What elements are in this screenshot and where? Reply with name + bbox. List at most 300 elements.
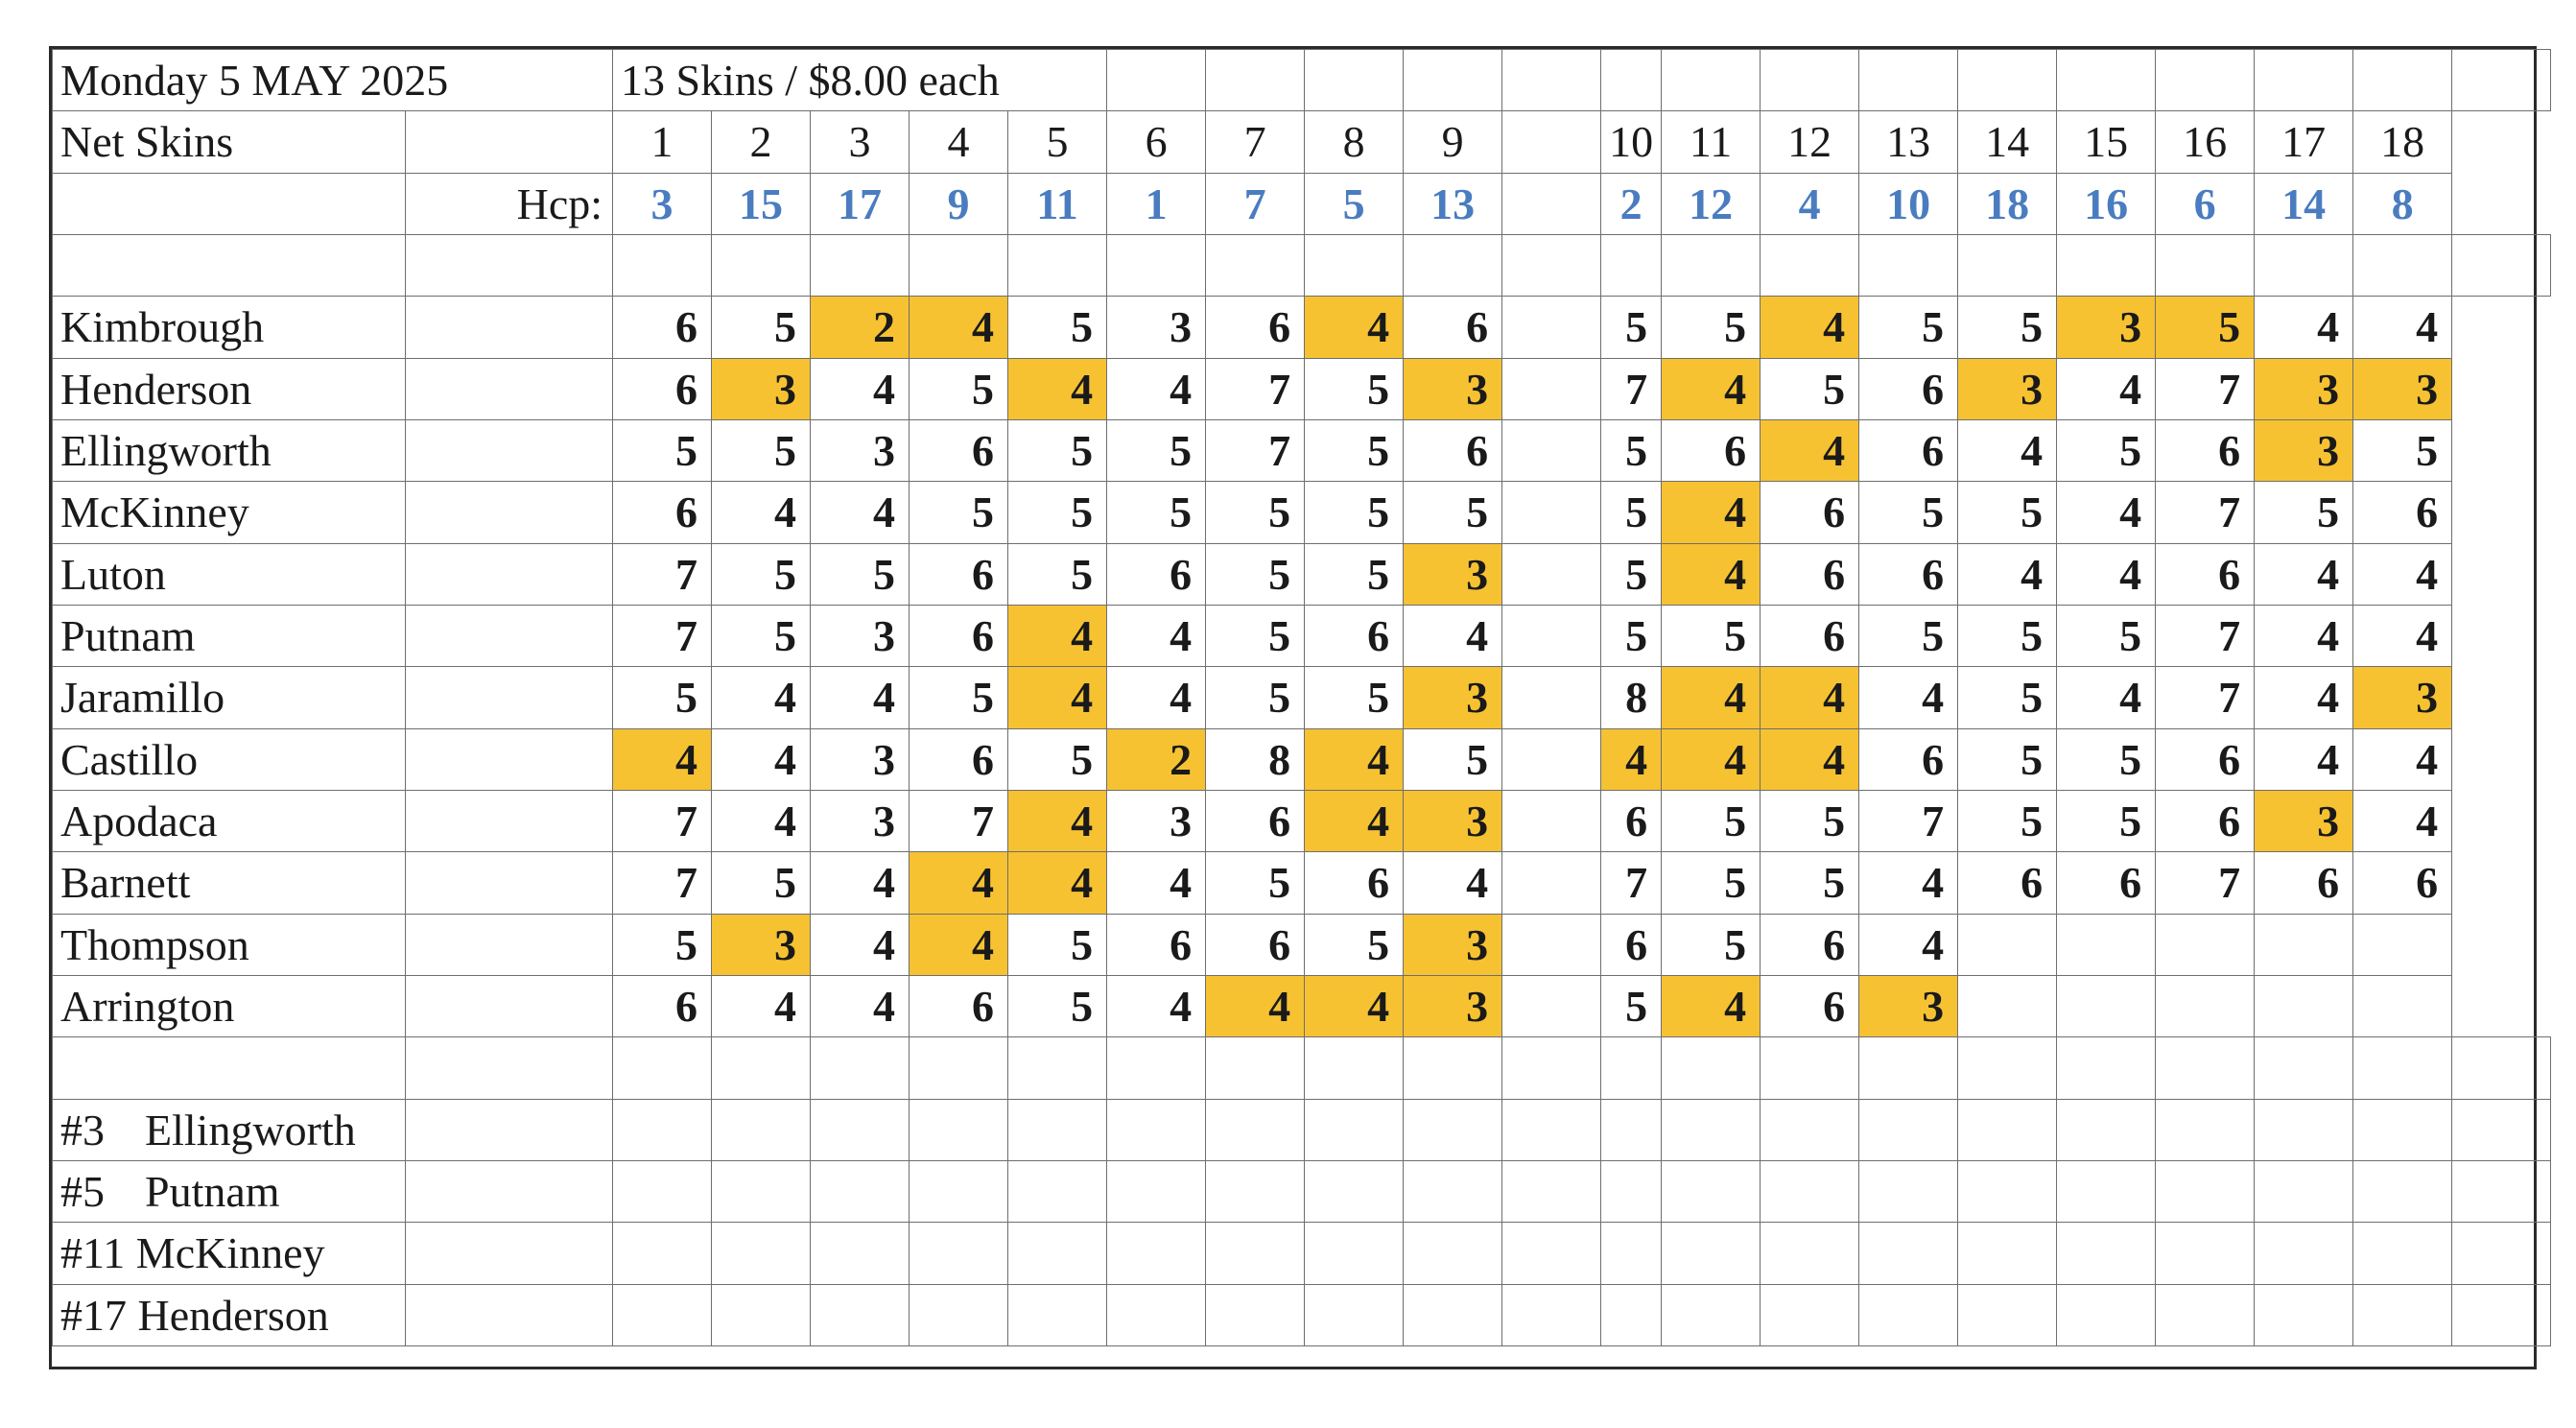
hole-number: 17 <box>2255 111 2353 173</box>
skin-score: 4 <box>1662 667 1761 728</box>
hole-handicap: 14 <box>2255 173 2353 234</box>
score-cell: 6 <box>1958 852 2057 914</box>
hole-number: 12 <box>1761 111 1859 173</box>
empty-cell <box>1107 1099 1206 1160</box>
score-cell: 6 <box>2156 790 2255 851</box>
score-cell: 4 <box>811 667 910 728</box>
score-cell: 5 <box>1206 482 1305 543</box>
winner-hole: #17 <box>60 1290 127 1340</box>
empty-cell <box>1305 50 1404 111</box>
score-cell: 5 <box>1601 543 1662 605</box>
score-cell: 6 <box>1305 852 1404 914</box>
player-row <box>53 358 2551 419</box>
empty-cell <box>2057 1160 2156 1222</box>
score-cell: 4 <box>811 482 910 543</box>
empty-cell <box>1502 234 1601 296</box>
score-cell: 7 <box>1206 419 1305 481</box>
empty-cell <box>1761 1160 1859 1222</box>
skin-score: 3 <box>2353 667 2452 728</box>
skin-score: 4 <box>1761 419 1859 481</box>
empty-cell <box>1502 543 1601 605</box>
empty-cell <box>613 1099 712 1160</box>
empty-cell <box>1601 1284 1662 1345</box>
score-cell: 5 <box>1008 482 1107 543</box>
hole-handicap: 16 <box>2057 173 2156 234</box>
score-cell: 5 <box>1008 419 1107 481</box>
hole-number: 4 <box>910 111 1008 173</box>
score-cell: 4 <box>2353 297 2452 358</box>
empty-cell <box>406 1160 613 1222</box>
hole-handicap: 13 <box>1404 173 1502 234</box>
empty-cell <box>1502 790 1601 851</box>
skin-score: 3 <box>1404 790 1502 851</box>
empty-cell <box>1502 1160 1601 1222</box>
empty-cell <box>712 1223 811 1284</box>
score-cell: 5 <box>2057 790 2156 851</box>
empty-cell <box>2452 234 2551 296</box>
skins-scoresheet <box>49 46 2537 1369</box>
empty-cell <box>2156 50 2255 111</box>
winner-name: Ellingworth <box>145 1105 356 1154</box>
empty-cell <box>2156 1037 2255 1099</box>
score-cell: 6 <box>1859 728 1958 790</box>
score-cell: 5 <box>2353 419 2452 481</box>
skin-score: 3 <box>1404 358 1502 419</box>
empty-cell <box>1601 1099 1662 1160</box>
empty-cell <box>2255 1099 2353 1160</box>
score-cell: 4 <box>1107 852 1206 914</box>
empty-cell <box>910 1284 1008 1345</box>
skin-score: 3 <box>712 914 811 975</box>
empty-cell <box>1206 1223 1305 1284</box>
score-cell: 5 <box>2255 482 2353 543</box>
score-cell: 6 <box>1761 543 1859 605</box>
score-cell: 7 <box>2156 667 2255 728</box>
empty-cell <box>53 234 406 296</box>
empty-cell <box>2057 1223 2156 1284</box>
empty-cell <box>1859 234 1958 296</box>
skin-score: 4 <box>1662 728 1761 790</box>
skin-score: 4 <box>1662 543 1761 605</box>
empty-cell <box>1502 667 1601 728</box>
empty-cell <box>613 1037 712 1099</box>
skin-score: 3 <box>1404 543 1502 605</box>
empty-cell <box>1662 1099 1761 1160</box>
score-cell: 5 <box>712 419 811 481</box>
player-row <box>53 852 2551 914</box>
score-cell: 4 <box>2057 482 2156 543</box>
player-row <box>53 543 2551 605</box>
empty-cell <box>406 111 613 173</box>
empty-cell <box>1404 50 1502 111</box>
empty-cell <box>910 1160 1008 1222</box>
score-cell: 6 <box>2156 543 2255 605</box>
skin-score: 4 <box>1305 728 1404 790</box>
hole-handicap: 17 <box>811 173 910 234</box>
skin-score: 4 <box>1662 358 1761 419</box>
empty-cell <box>1206 1160 1305 1222</box>
winner-row <box>53 1284 2551 1345</box>
skin-score: 4 <box>1008 358 1107 419</box>
hcp-label: Hcp: <box>406 173 613 234</box>
empty-cell <box>2353 50 2452 111</box>
score-cell: 6 <box>2353 482 2452 543</box>
score-cell: 3 <box>811 605 910 666</box>
empty-cell <box>1662 1223 1761 1284</box>
score-cell: 5 <box>1305 667 1404 728</box>
empty-cell <box>1859 1037 1958 1099</box>
score-cell: 6 <box>1206 790 1305 851</box>
hole-number: 6 <box>1107 111 1206 173</box>
score-cell: 6 <box>2156 728 2255 790</box>
winner-name: Henderson <box>127 1290 329 1340</box>
score-cell: 5 <box>1859 297 1958 358</box>
score-cell: 4 <box>712 482 811 543</box>
empty-cell <box>1859 50 1958 111</box>
hole-handicap: 18 <box>1958 173 2057 234</box>
player-name: Apodaca <box>53 790 406 851</box>
empty-cell <box>1662 1160 1761 1222</box>
skin-score: 3 <box>1859 975 1958 1036</box>
empty-cell <box>53 1037 406 1099</box>
winner-hole: #3 <box>60 1105 105 1154</box>
empty-cell <box>1107 1284 1206 1345</box>
empty-cell <box>1601 1160 1662 1222</box>
score-cell: 4 <box>1859 852 1958 914</box>
empty-cell <box>1305 1160 1404 1222</box>
score-cell: 6 <box>1601 914 1662 975</box>
player-name: Jaramillo <box>53 667 406 728</box>
empty-cell <box>1404 1037 1502 1099</box>
hole-handicap: 12 <box>1662 173 1761 234</box>
empty-cell <box>1305 1284 1404 1345</box>
hole-handicap: 15 <box>712 173 811 234</box>
empty-cell <box>2452 1037 2551 1099</box>
game-title: Net Skins <box>53 111 406 173</box>
score-cell: 7 <box>613 605 712 666</box>
winner-row <box>53 1223 2551 1284</box>
score-cell: 4 <box>1859 914 1958 975</box>
empty-cell <box>1107 1223 1206 1284</box>
score-cell: 5 <box>1761 358 1859 419</box>
empty-cell <box>406 975 613 1036</box>
score-cell: 5 <box>1859 605 1958 666</box>
skin-score: 3 <box>1404 975 1502 1036</box>
score-cell: 6 <box>2353 852 2452 914</box>
score-cell: 5 <box>1008 297 1107 358</box>
empty-cell <box>910 234 1008 296</box>
skin-score: 3 <box>712 358 811 419</box>
empty-cell <box>1107 50 1206 111</box>
score-cell: 6 <box>613 975 712 1036</box>
score-cell: 8 <box>1601 667 1662 728</box>
empty-cell <box>1008 1284 1107 1345</box>
empty-cell <box>1958 1223 2057 1284</box>
score-cell: 5 <box>1662 790 1761 851</box>
score-cell: 4 <box>1859 667 1958 728</box>
empty-cell <box>613 1284 712 1345</box>
empty-cell <box>1958 1037 2057 1099</box>
score-cell: 5 <box>1958 297 2057 358</box>
empty-cell <box>1404 1284 1502 1345</box>
empty-cell <box>811 1284 910 1345</box>
score-cell: 6 <box>910 605 1008 666</box>
hole-number: 15 <box>2057 111 2156 173</box>
score-cell: 6 <box>1761 482 1859 543</box>
score-cell <box>2353 914 2452 975</box>
empty-cell <box>2057 1037 2156 1099</box>
score-cell: 5 <box>1601 297 1662 358</box>
player-row <box>53 728 2551 790</box>
score-cell: 6 <box>1662 419 1761 481</box>
empty-cell <box>1206 1284 1305 1345</box>
skin-score: 4 <box>1008 667 1107 728</box>
empty-cell <box>811 1160 910 1222</box>
score-cell: 6 <box>1859 419 1958 481</box>
score-cell: 5 <box>613 419 712 481</box>
skin-score: 3 <box>2057 297 2156 358</box>
score-cell: 5 <box>712 297 811 358</box>
score-cell: 5 <box>1008 543 1107 605</box>
hole-number: 10 <box>1601 111 1662 173</box>
hole-number: 1 <box>613 111 712 173</box>
score-cell <box>1958 914 2057 975</box>
empty-cell <box>1206 1037 1305 1099</box>
score-cell: 4 <box>811 975 910 1036</box>
score-cell: 5 <box>910 482 1008 543</box>
empty-cell <box>1859 1284 1958 1345</box>
skins-info: 13 Skins / $8.00 each <box>613 50 1107 111</box>
empty-cell <box>1601 1223 1662 1284</box>
score-cell: 5 <box>1404 482 1502 543</box>
score-cell: 4 <box>2353 543 2452 605</box>
score-cell: 5 <box>1206 852 1305 914</box>
skin-score: 4 <box>1761 667 1859 728</box>
score-cell: 5 <box>1305 419 1404 481</box>
hole-number: 9 <box>1404 111 1502 173</box>
hole-number: 14 <box>1958 111 2057 173</box>
score-cell: 5 <box>712 543 811 605</box>
skin-score: 4 <box>1662 975 1761 1036</box>
score-cell: 5 <box>1958 790 2057 851</box>
score-cell: 4 <box>2057 358 2156 419</box>
empty-cell <box>1107 234 1206 296</box>
score-cell: 5 <box>1761 852 1859 914</box>
score-cell: 6 <box>1761 914 1859 975</box>
winner-label <box>53 1099 406 1160</box>
empty-cell <box>1958 1284 2057 1345</box>
score-cell: 6 <box>910 975 1008 1036</box>
skin-score: 4 <box>1008 605 1107 666</box>
empty-cell <box>2452 50 2551 111</box>
skin-score: 3 <box>1404 667 1502 728</box>
player-row <box>53 914 2551 975</box>
score-cell: 4 <box>2353 790 2452 851</box>
score-cell: 7 <box>613 790 712 851</box>
score-cell: 7 <box>1601 358 1662 419</box>
empty-cell <box>712 234 811 296</box>
score-cell: 5 <box>1761 790 1859 851</box>
empty-cell <box>406 297 613 358</box>
score-cell: 5 <box>1305 914 1404 975</box>
score-cell: 5 <box>1958 482 2057 543</box>
score-cell: 4 <box>1404 605 1502 666</box>
empty-cell <box>2353 1099 2452 1160</box>
empty-cell <box>1761 50 1859 111</box>
empty-cell <box>406 728 613 790</box>
score-cell: 4 <box>2353 728 2452 790</box>
score-cell: 5 <box>910 667 1008 728</box>
winner-hole: #11 <box>60 1228 126 1278</box>
empty-cell <box>1305 1099 1404 1160</box>
score-cell: 4 <box>2057 667 2156 728</box>
score-cell: 4 <box>2255 667 2353 728</box>
score-cell: 6 <box>910 543 1008 605</box>
score-cell: 6 <box>910 728 1008 790</box>
skin-score: 3 <box>1958 358 2057 419</box>
empty-cell <box>2057 234 2156 296</box>
player-row <box>53 975 2551 1036</box>
score-cell: 4 <box>712 728 811 790</box>
empty-cell <box>2353 1223 2452 1284</box>
empty-cell <box>1008 1099 1107 1160</box>
title-row <box>53 50 2551 111</box>
empty-cell <box>1305 234 1404 296</box>
score-cell: 6 <box>1206 914 1305 975</box>
score-cell <box>2057 914 2156 975</box>
score-cell: 7 <box>613 543 712 605</box>
empty-cell <box>2156 1099 2255 1160</box>
empty-cell <box>406 234 613 296</box>
score-cell: 5 <box>1859 482 1958 543</box>
empty-cell <box>811 1099 910 1160</box>
empty-cell <box>1502 1284 1601 1345</box>
score-cell: 5 <box>613 914 712 975</box>
empty-cell <box>712 1037 811 1099</box>
score-cell: 6 <box>1404 297 1502 358</box>
empty-cell <box>1662 234 1761 296</box>
skin-score: 3 <box>2255 790 2353 851</box>
empty-cell <box>1859 1160 1958 1222</box>
score-cell: 5 <box>613 667 712 728</box>
score-cell: 6 <box>1601 790 1662 851</box>
empty-cell <box>1502 1223 1601 1284</box>
empty-cell <box>910 1099 1008 1160</box>
empty-cell <box>2353 1037 2452 1099</box>
winner-row <box>53 1160 2551 1222</box>
empty-cell <box>1502 605 1601 666</box>
empty-cell <box>1502 358 1601 419</box>
empty-cell <box>1662 1037 1761 1099</box>
empty-cell <box>1601 1037 1662 1099</box>
empty-cell <box>406 790 613 851</box>
score-cell: 6 <box>1107 543 1206 605</box>
empty-cell <box>1761 1037 1859 1099</box>
empty-cell <box>910 1223 1008 1284</box>
blank-row <box>53 234 2551 296</box>
score-cell: 6 <box>613 358 712 419</box>
hole-handicap: 3 <box>613 173 712 234</box>
empty-cell <box>1502 50 1601 111</box>
empty-cell <box>1502 914 1601 975</box>
score-cell: 5 <box>712 605 811 666</box>
skin-score: 4 <box>1305 297 1404 358</box>
empty-cell <box>1761 1099 1859 1160</box>
empty-cell <box>1008 1160 1107 1222</box>
hole-number: 16 <box>2156 111 2255 173</box>
score-cell: 5 <box>2057 605 2156 666</box>
empty-cell <box>2057 1099 2156 1160</box>
empty-cell <box>1404 1160 1502 1222</box>
hole-handicap: 2 <box>1601 173 1662 234</box>
score-cell: 4 <box>712 667 811 728</box>
score-cell: 5 <box>1008 975 1107 1036</box>
hole-number: 2 <box>712 111 811 173</box>
score-cell: 7 <box>2156 852 2255 914</box>
hole-number: 11 <box>1662 111 1761 173</box>
empty-cell <box>1008 1037 1107 1099</box>
empty-cell <box>1206 234 1305 296</box>
score-cell: 4 <box>712 790 811 851</box>
hole-number: 8 <box>1305 111 1404 173</box>
skin-score: 4 <box>1662 482 1761 543</box>
winner-hole: #5 <box>60 1167 105 1217</box>
empty-cell <box>2255 1160 2353 1222</box>
hole-handicap: 1 <box>1107 173 1206 234</box>
hole-number: 3 <box>811 111 910 173</box>
empty-cell <box>2353 1284 2452 1345</box>
score-cell: 6 <box>2255 852 2353 914</box>
empty-cell <box>1662 1284 1761 1345</box>
empty-cell <box>1502 173 1601 234</box>
player-row <box>53 419 2551 481</box>
score-cell: 7 <box>1601 852 1662 914</box>
player-name: Arrington <box>53 975 406 1036</box>
empty-cell <box>1761 1284 1859 1345</box>
score-cell: 5 <box>1008 914 1107 975</box>
score-cell: 4 <box>811 914 910 975</box>
empty-cell <box>1761 234 1859 296</box>
empty-cell <box>1502 297 1601 358</box>
score-cell <box>2255 975 2353 1036</box>
empty-cell <box>2353 1160 2452 1222</box>
empty-cell <box>406 419 613 481</box>
player-row <box>53 667 2551 728</box>
empty-cell <box>2057 1284 2156 1345</box>
empty-cell <box>1404 234 1502 296</box>
hole-handicap: 7 <box>1206 173 1305 234</box>
hole-number: 13 <box>1859 111 1958 173</box>
hole-handicap: 9 <box>910 173 1008 234</box>
score-cell: 5 <box>1958 605 2057 666</box>
player-row <box>53 605 2551 666</box>
empty-cell <box>406 605 613 666</box>
score-cell: 4 <box>1958 543 2057 605</box>
score-cell: 6 <box>1859 543 1958 605</box>
score-cell: 4 <box>712 975 811 1036</box>
skin-score: 4 <box>1761 297 1859 358</box>
winner-label <box>53 1223 406 1284</box>
empty-cell <box>1107 1160 1206 1222</box>
skin-score: 4 <box>910 852 1008 914</box>
empty-cell <box>406 482 613 543</box>
winner-label <box>53 1284 406 1345</box>
skin-score: 4 <box>910 297 1008 358</box>
empty-cell <box>712 1099 811 1160</box>
score-cell: 6 <box>1404 419 1502 481</box>
score-cell: 4 <box>1107 358 1206 419</box>
empty-cell <box>1502 975 1601 1036</box>
